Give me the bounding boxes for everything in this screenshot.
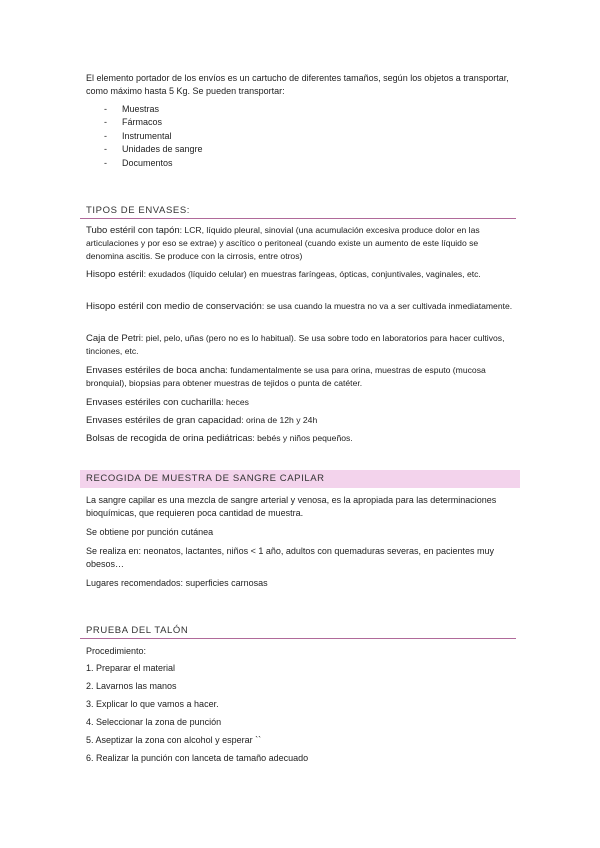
envase-label: Hisopo estéril con medio de conservación: [86, 301, 262, 312]
capilar-paragraph: La sangre capilar es una mezcla de sangre arterial y venosa, es la apropiada para las determinaciones bioquímicas, que requieren poca cantidad de muestra.: [86, 495, 497, 518]
list-item: 5. Aseptizar la zona con alcohol y esperar ``: [86, 735, 262, 745]
envase-entry: [86, 396, 516, 409]
section-heading-capilar: RECOGIDA DE MUESTRA DE SANGRE CAPILAR: [80, 470, 520, 488]
envase-label: Bolsas de recogida de orina pediátricas: [86, 433, 253, 444]
envase-entry: [86, 332, 516, 358]
list-item: 1. Preparar el material: [86, 663, 176, 673]
envase-entry: [86, 224, 516, 263]
transport-list: [104, 103, 203, 170]
envase-text: : bebés y niños pequeños.: [252, 433, 353, 443]
list-item: - Documentos: [104, 157, 203, 170]
list-item: - Instrumental: [104, 130, 203, 143]
envase-entry: [86, 268, 516, 281]
list-item: 6. Realizar la punción con lanceta de tamaño adecuado: [86, 753, 309, 763]
list-item: - Unidades de sangre: [104, 143, 203, 156]
envase-label: Envases estériles con cucharilla: [86, 397, 222, 408]
list-item: - Fármacos: [104, 116, 203, 129]
capilar-paragraph: Lugares recomendados: superficies carnosas: [86, 578, 268, 588]
capilar-paragraph: Se realiza en: neonatos, lactantes, niños < 1 año, adultos con quemaduras severas, en pacientes muy obesos…: [86, 546, 495, 569]
section-heading-tipos: TIPOS DE ENVASES:: [80, 203, 516, 219]
envase-entry: [86, 364, 516, 390]
section-heading-talon: PRUEBA DEL TALÓN: [80, 623, 516, 639]
list-item: 2. Lavarnos las manos: [86, 681, 177, 691]
envase-label: Hisopo estéril: [86, 269, 144, 280]
envase-entry: [86, 414, 516, 427]
envase-label: Tubo estéril con tapón: [86, 225, 180, 236]
envase-entry: [86, 300, 516, 313]
envase-label: Envases estériles de boca ancha: [86, 365, 226, 376]
list-item: 3. Explicar lo que vamos a hacer.: [86, 699, 219, 709]
envase-text: : heces: [221, 397, 249, 407]
list-item: 4. Seleccionar la zona de punción: [86, 717, 222, 727]
envase-text: : LCR, líquido pleural, sinovial (una acumulación excesiva produce dolor en las articulaciones y por eso se extrae) y ascítico o peritoneal (cuando existe un aumento de este líquido se denomina ascitis. Se produce con la cirrosis, entre otros): [86, 225, 480, 261]
list-item: - Muestras: [104, 103, 203, 116]
procedure-steps: [86, 659, 308, 767]
procedure-label: Procedimiento:: [86, 646, 147, 656]
envase-text: : se usa cuando la muestra no va a ser cultivada inmediatamente.: [261, 301, 513, 311]
envase-text: : fundamentalmente se usa para orina, muestras de esputo (mucosa bronquial), biopsias para obtener muestras de tejidos o punta de catéter.: [86, 365, 486, 388]
intro-paragraph: El elemento portador de los envíos es un cartucho de diferentes tamaños, según los objetos a transportar, como máximo hasta 5 Kg. Se pueden transportar:: [86, 73, 509, 96]
envase-entry: [86, 432, 516, 445]
capilar-paragraph: Se obtiene por punción cutánea: [86, 527, 214, 537]
envase-text: : orina de 12h y 24h: [241, 415, 318, 425]
envase-label: Envases estériles de gran capacidad: [86, 415, 242, 426]
envase-text: : piel, pelo, uñas (pero no es lo habitual). Se usa sobre todo en laboratorios para hacer cultivos, tinciones, etc.: [86, 333, 505, 356]
envase-label: Caja de Petri: [86, 333, 141, 344]
envase-text: : exudados (líquido celular) en muestras faríngeas, ópticas, conjuntivales, vaginales, etc.: [143, 269, 481, 279]
